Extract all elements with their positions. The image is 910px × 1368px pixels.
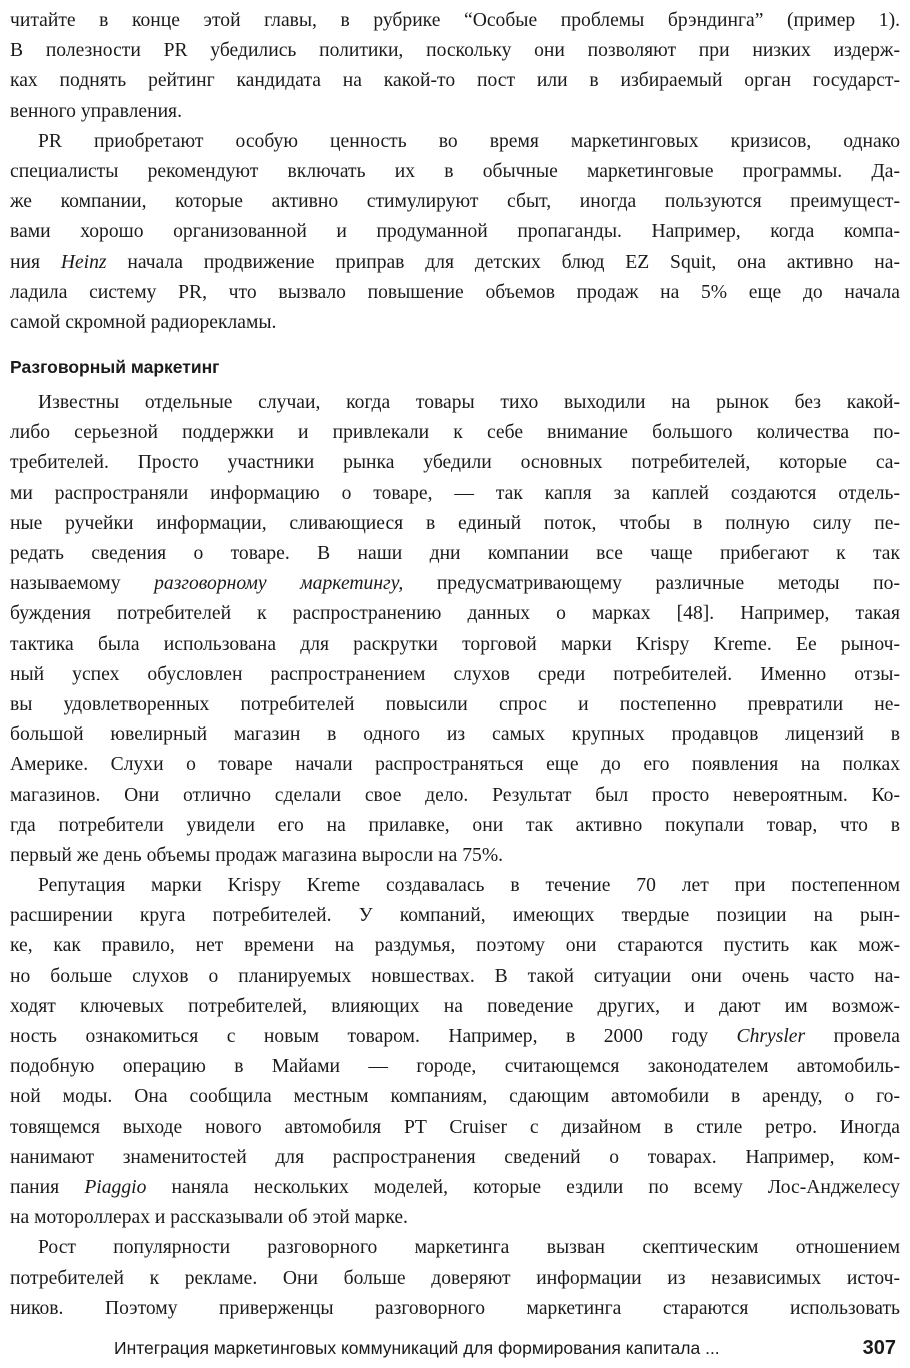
text-line: ной моды. Она сообщила местным компаниям, сдающим автомобили в аренду, о го- — [10, 1086, 900, 1108]
text-line: ный успех обусловлен распространением слухов среди потребителей. Именно отзы- — [10, 663, 900, 685]
text-line: редать сведения о товаре. В наши дни компании все чаще прибегают к так — [10, 543, 900, 564]
italic-name: Piaggio — [84, 1176, 147, 1198]
text-line: товящемся выходе нового автомобиля PT Cruiser с дизайном в стиле ретро. Иногда — [10, 1116, 900, 1138]
text-line: специалисты рекомендуют включать их в обычные маркетинговые программы. Да- — [10, 160, 900, 182]
text-line: ходят ключевых потребителей, влияющих на поведение других, и дают им возмож- — [10, 995, 900, 1017]
text-line: ников. Поэтому приверженцы разговорного маркетинга стараются использовать — [10, 1297, 900, 1319]
text-line: самой скромной радиорекламы. — [10, 311, 277, 333]
text-line: читайте в конце этой главы, в рубрике “Особые проблемы брэндинга” (пример 1). — [10, 10, 900, 31]
paragraph — [10, 388, 900, 871]
paragraph — [10, 871, 900, 1233]
text-line: ные ручейки информации, сливающиеся в единый поток, чтобы в полную силу пе- — [10, 512, 900, 534]
text-line: пания Piaggio наняла нескольких моделей, которые ездили по всему Лос-Анджелесу — [10, 1176, 900, 1198]
text-line: большой ювелирный магазин в одного из самых крупных продавцов лицензий в — [10, 724, 900, 746]
text-line: первый же день объемы продаж магазина выросли на 75%. — [10, 844, 504, 866]
paragraph — [10, 6, 900, 127]
text-line: гда потребители увидели его на прилавке, они так активно покупали товар, что в — [10, 814, 900, 836]
page-footer — [0, 1334, 910, 1362]
text-line: PR приобретают особую ценность во время маркетинговых кризисов, однако — [38, 130, 900, 152]
text-line: подобную операцию в Майами — городе, считающемся законодателем автомобиль- — [10, 1056, 900, 1078]
text-line: называемому разговорному маркетингу, предусматривающему различные методы по- — [10, 573, 900, 595]
section-heading: Разговорный маркетинг — [10, 357, 220, 378]
text-line: но больше слухов о планируемых новшествах. В такой ситуации они очень часто на- — [10, 965, 900, 987]
text-line: Репутация марки Krispy Kreme создавалась в течение 70 лет при постепенном — [38, 875, 900, 897]
text-line: либо серьезной поддержки и привлекали к себе внимание большого количества по- — [10, 422, 900, 444]
text-line: на мотороллерах и рассказывали об этой марке. — [10, 1207, 408, 1229]
text-line: ния Heinz начала продвижение приправ для детских блюд EZ Squit, она активно на- — [10, 251, 900, 273]
section-text — [10, 388, 900, 1324]
page-number: 307 — [862, 1337, 896, 1359]
text-line: ми распространяли информацию о товаре, — так капля за каплей создаются отдель- — [10, 482, 900, 504]
paragraph — [10, 1233, 900, 1324]
text-line: Америке. Слухи о товаре начали распространяться еще до его появления на полках — [10, 754, 900, 776]
text-line: нанимают знаменитостей для распространения сведений о товарах. Например, ком- — [10, 1146, 900, 1168]
italic-name: разговорному маркетингу, — [154, 573, 404, 595]
text-line: вы удовлетворенных потребителей повысили спрос и постепенно превратили не- — [10, 693, 900, 715]
text-line: ках поднять рейтинг кандидата на какой-то пост или в избираемый орган государст- — [10, 70, 900, 92]
italic-name: Chrysler — [736, 1026, 806, 1047]
text-line: же компании, которые активно стимулируют сбыт, иногда пользуются преимущест- — [10, 191, 900, 213]
text-line: расширении круга потребителей. У компаний, имеющих твердые позиции на рын- — [10, 905, 900, 927]
running-title: Интеграция маркетинговых коммуникаций для формирования капитала ... — [114, 1338, 720, 1358]
italic-name: Heinz — [60, 251, 107, 273]
text-line: вами хорошо организованной и продуманной пропаганды. Например, когда компа- — [10, 221, 900, 243]
paragraph — [10, 127, 900, 338]
text-line: Известны отдельные случаи, когда товары тихо выходили на рынок без какой- — [38, 392, 900, 414]
page-body — [10, 6, 900, 1324]
text-line: потребителей к рекламе. Они больше доверяют информации из независимых источ- — [10, 1267, 900, 1289]
text-line: Рост популярности разговорного маркетинга вызван скептическим отношением — [38, 1237, 900, 1259]
text-line: буждения потребителей к распространению данных о марках [48]. Например, такая — [10, 603, 900, 625]
text-line: требителей. Просто участники рынка убедили основных потребителей, которые са- — [10, 452, 900, 474]
text-line: ладила систему PR, что вызвало повышение объемов продаж на 5% еще до начала — [10, 281, 900, 303]
text-line: тактика была использована для раскрутки торговой марки Krispy Kreme. Ее рыноч- — [10, 633, 900, 655]
text-line: магазинов. Они отлично сделали свое дело. Результат был просто невероятным. Ко- — [10, 784, 900, 806]
text-line: ность ознакомиться с новым товаром. Например, в 2000 году Chrysler провела — [10, 1026, 900, 1047]
text-line: ке, как правило, нет времени на раздумья, поэтому они стараются пустить как мож- — [10, 935, 900, 957]
text-line: венного управления. — [10, 100, 182, 122]
text-line: В полезности PR убедились политики, поскольку они позволяют при низких издерж- — [10, 40, 900, 62]
intro-text — [10, 6, 900, 338]
